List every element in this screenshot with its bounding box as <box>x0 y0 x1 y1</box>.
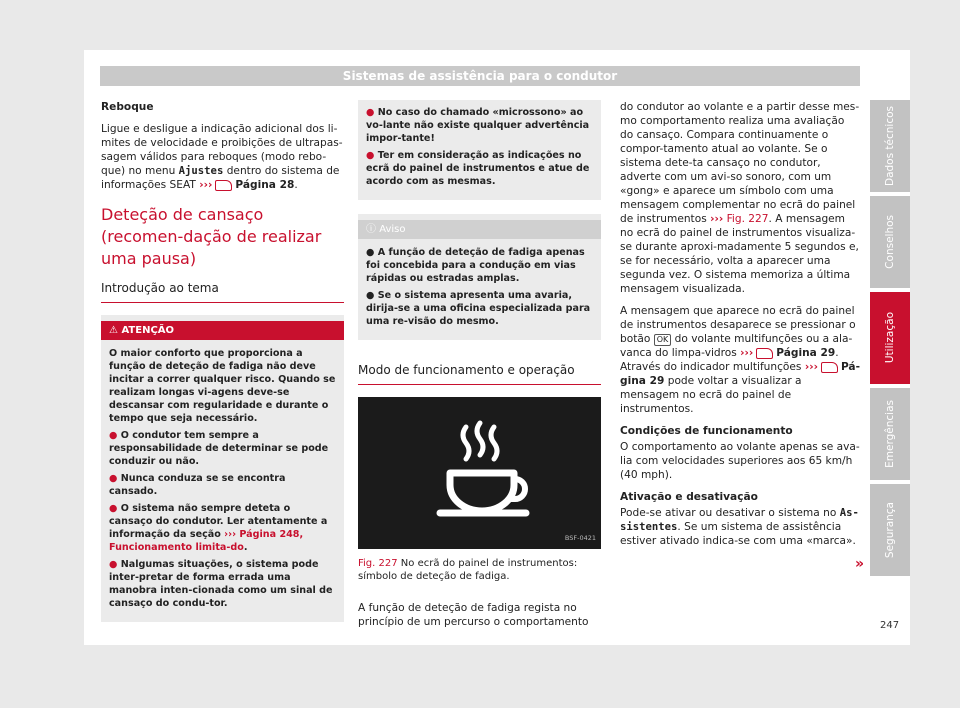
column-middle <box>358 100 601 637</box>
subsection-title: Introdução ao tema <box>101 280 344 303</box>
body-paragraph: A função de deteção de fadiga regista no princípio de um percurso o comportamento <box>358 602 589 628</box>
figure-caption-text: No ecrã do painel de instrumentos: símbolo de deteção de fadiga. <box>358 558 578 582</box>
bullet-icon: ● <box>109 559 118 570</box>
note-item <box>366 246 593 285</box>
warning-item-text: Ter em consideração as indicações no ecrã do painel de instrumentos e atue de acordo com as mesmas. <box>366 150 590 187</box>
bullet-icon: ● <box>366 290 375 301</box>
warning-item <box>109 429 336 468</box>
figure-fatigue-symbol <box>358 397 601 549</box>
assistentes-menu: As-sistentes <box>620 507 859 533</box>
book-icon <box>215 180 232 191</box>
fig-227-link[interactable]: Fig. 227 <box>726 213 769 225</box>
tab-seguranca[interactable] <box>870 484 910 576</box>
ref-arrows: ››› <box>804 361 818 373</box>
ref-arrows: ››› <box>740 347 754 359</box>
tab-dados-tecnicos[interactable] <box>870 100 910 192</box>
bullet-icon: ● <box>366 247 375 258</box>
continued-marker: » <box>855 556 865 572</box>
page-248-link[interactable]: Página 248, Funcionamento limita-do <box>109 529 304 553</box>
reboque-menu: Ajustes <box>178 165 224 177</box>
tab-label: Utilização <box>884 312 896 364</box>
tab-label: Dados técnicos <box>884 105 896 186</box>
ref-arrows: ››› <box>224 529 237 540</box>
reboque-text: Ligue e desligue a indicação adicional dos li-mites de velocidade e proibições de ultrapas-sagem válidos para reboques (modo rebo-que) no menu <box>101 123 343 177</box>
reboque-page-link[interactable]: Página 28 <box>235 179 295 191</box>
reboque-text2: dentro do sistema de informações SEAT <box>101 165 340 191</box>
warning-item <box>109 558 336 610</box>
figure-code: BSF-0421 <box>564 534 596 542</box>
p1-text: do condutor ao volante e a partir desse mes-mo comportamento realiza uma avaliação do cansaço. Compara continuamente o compor-tamento atual ao volante. Se o sistema dete-ta cansaço no condutor, adverte com um avi-so sonoro, com um «gong» e aparece um símbolo com uma mensagem complementar no ecrã do painel de instrumentos <box>620 101 860 225</box>
info-icon: ⓘ <box>366 224 376 235</box>
conditions-text: O comportamento ao volante apenas se ava-lia com velocidades superiores aos 65 km/h (40 mph). <box>620 441 860 481</box>
p2-text3: . Através do indicador multifunções <box>620 347 839 373</box>
bullet-icon: ● <box>366 150 375 161</box>
page-number: 247 <box>880 620 900 631</box>
column-left <box>101 100 344 636</box>
column-right <box>620 100 860 556</box>
bullet-icon: ● <box>109 473 118 484</box>
warning-box-continued <box>358 100 601 200</box>
page-29-link-2[interactable]: Pá-gina 29 <box>620 361 860 387</box>
ref-arrows: ››› <box>710 213 724 225</box>
tab-label: Conselhos <box>884 215 896 269</box>
section-title: Deteção de cansaço (recomen-dação de realizar uma pausa) <box>101 205 322 268</box>
conditions-heading: Condições de funcionamento <box>620 425 793 437</box>
warning-item <box>109 472 336 498</box>
note-title: Aviso <box>379 224 406 235</box>
warning-item-text: O condutor tem sempre a responsabilidade de determinar se pode conduzir ou não. <box>109 430 329 467</box>
tab-label: Segurança <box>884 501 896 559</box>
activation-paragraph <box>620 506 860 548</box>
bullet-icon: ● <box>109 503 118 514</box>
period: . <box>243 542 248 553</box>
warning-triangle-icon: ⚠ <box>109 325 118 336</box>
activation-heading: Ativação e desativação <box>620 491 758 503</box>
warning-item-text: O sistema não sempre deteta o cansaço do condutor. Ler atentamente a informação da seção <box>109 503 328 540</box>
bullet-icon: ● <box>366 107 375 118</box>
period: . <box>294 179 298 191</box>
coffee-cup-icon <box>358 397 601 549</box>
p2-text2: do volante multifunções ou a ala-vanca do limpa-vidros <box>620 333 853 359</box>
p2-text4: pode voltar a visualizar a mensagem no ecrã do painel de instrumentos. <box>620 375 802 415</box>
reboque-heading: Reboque <box>101 101 154 113</box>
paragraph-2 <box>620 304 860 416</box>
activation-text: Pode-se ativar ou desativar o sistema no <box>620 507 837 519</box>
reboque-paragraph <box>101 122 344 192</box>
tab-emergencias[interactable] <box>870 388 910 480</box>
note-item-text: Se o sistema apresenta uma avaria, dirija-se a uma oficina especializada para uma re-visão do mesmo. <box>366 290 591 327</box>
book-icon <box>756 348 773 359</box>
warning-box <box>101 315 344 622</box>
note-item-text: A função de deteção de fadiga apenas foi concebida para a condução em vias rápidas ou estradas amplas. <box>366 247 585 284</box>
bullet-icon: ● <box>109 430 118 441</box>
warning-intro: O maior conforto que proporciona a função de deteção de fadiga não deve incitar a correr qualquer risco. Quando se realizam longas vi-agens deve-se descansar com regularidade e durante o tempo que seja necessário. <box>109 348 336 424</box>
figure-caption <box>358 557 601 583</box>
side-tabs <box>870 100 910 580</box>
page-header: Sistemas de assistência para o condutor <box>100 66 860 86</box>
warning-title: ATENÇÃO <box>121 325 175 336</box>
warning-item-text: No caso do chamado «microssono» ao vo-lante não existe qualquer advertência impor-tante! <box>366 107 590 144</box>
paragraph-1 <box>620 100 860 296</box>
warning-item <box>366 106 593 145</box>
warning-item-text: Nunca conduza se se encontra cansado. <box>109 473 286 497</box>
warning-item <box>366 149 593 188</box>
tab-utilizacao[interactable] <box>870 292 910 384</box>
warning-item-text: Nalgumas situações, o sistema pode inter-pretar de forma errada uma manobra inten-cionada como um sinal de cansaço do condu-tor. <box>109 559 333 609</box>
book-icon <box>821 362 838 373</box>
warning-item <box>109 502 336 554</box>
warning-header <box>101 321 344 340</box>
activation-text2: . Se um sistema de assistência estiver ativado indica-se com uma «marca». <box>620 521 856 547</box>
tab-conselhos[interactable] <box>870 196 910 288</box>
page-29-link[interactable]: Página 29 <box>776 347 836 359</box>
p2-text: A mensagem que aparece no ecrã do painel de instrumentos desaparece se pressionar o botão <box>620 305 856 345</box>
figure-number: Fig. 227 <box>358 558 398 569</box>
ok-key: OK <box>654 334 672 346</box>
section2-title: Modo de funcionamento e operação <box>358 362 601 385</box>
note-item <box>366 289 593 328</box>
tab-label: Emergências <box>884 400 896 468</box>
p1-text2: . A mensagem no ecrã do painel de instrumentos visualiza-se durante aproxi-madamente 5 segundos e, se for necessário, volta a aparecer uma segunda vez. O sistema memoriza a última mensagem visualizada. <box>620 213 859 295</box>
note-box <box>358 214 601 340</box>
note-header <box>358 220 601 239</box>
ref-arrows: ››› <box>199 179 213 191</box>
